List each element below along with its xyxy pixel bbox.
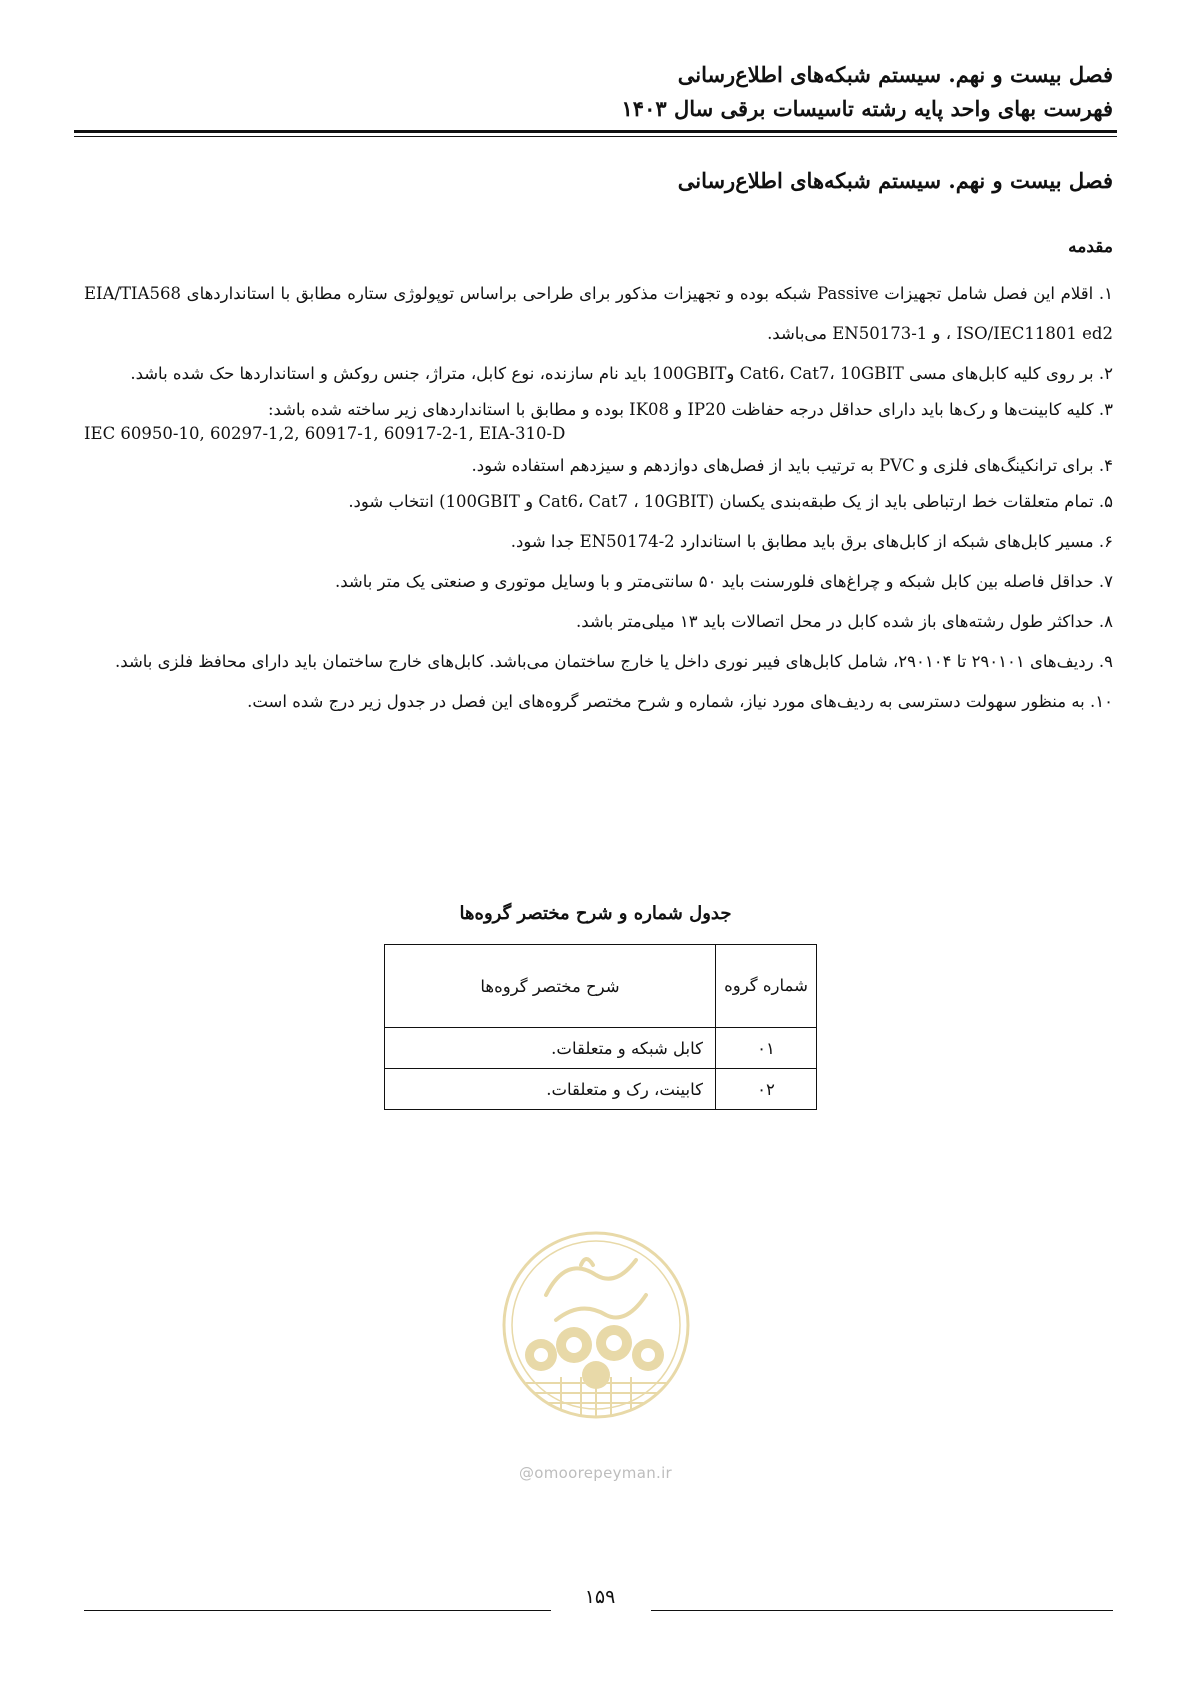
list-item: ۸. حداکثر طول رشته‌های باز شده کابل در محل اتصالات باید ۱۳ میلی‌متر باشد. xyxy=(576,612,1113,631)
list-item: ۹. ردیف‌های ۲۹۰۱۰۱ تا ۲۹۰۱۰۴، شامل کابل‌های فیبر نوری داخل یا خارج ساختمان می‌باشد. کابل‌های خارج ساختمان باید دارای محافظ فلزی باشد. xyxy=(115,652,1113,671)
running-header-book-title: فهرست بهای واحد پایه رشته تاسیسات برقی سال ۱۴۰۳ xyxy=(621,96,1113,121)
table-header-row xyxy=(385,945,817,1028)
group-description-cell: کابینت، رک و متعلقات. xyxy=(385,1069,716,1110)
watermark-handle: @omoorepeyman.ir xyxy=(518,1464,673,1482)
table-row xyxy=(385,1028,817,1069)
header-rule-thick xyxy=(74,130,1117,133)
list-item: ۱۰. به منظور سهولت دسترسی به ردیف‌های مورد نیاز، شماره و شرح مختصر گروه‌های این فصل در جدول زیر درج شده است. xyxy=(247,692,1113,711)
list-item: ۴. برای ترانکینگ‌های فلزی و PVC به ترتیب باید از فصل‌های دوازدهم و سیزدهم استفاده شود. xyxy=(471,456,1113,475)
list-item: ۱. اقلام این فصل شامل تجهیزات Passive شبکه بوده و تجهیزات مذکور برای طراحی براساس توپولوژی ستاره مطابق با استانداردهای EIA/TIA568 ، ISO/IEC11801 ed2 و EN50173-1 می‌باشد. xyxy=(84,284,1113,343)
group-number-cell: ۰۱ xyxy=(716,1028,817,1069)
list-item: ۷. حداقل فاصله بین کابل شبکه و چراغ‌های فلورسنت باید ۵۰ سانتی‌متر و با وسایل موتوری و صنعتی یک متر باشد. xyxy=(335,572,1113,591)
list-item: ۳. کلیه کابینت‌ها و رک‌ها باید دارای حداقل درجه حفاظت IP20 و IK08 بوده و مطابق با استانداردهای زیر ساخته شده باشد: xyxy=(267,400,1113,419)
intro-heading: مقدمه xyxy=(1068,237,1113,257)
running-header-chapter: فصل بیست و نهم. سیستم شبکه‌های اطلاع‌رسانی xyxy=(677,62,1113,87)
footer-rule-left xyxy=(84,1610,551,1611)
table-title: جدول شماره و شرح مختصر گروه‌ها xyxy=(459,903,732,924)
group-number-cell: ۰۲ xyxy=(716,1069,817,1110)
omoore-peyman-seal-icon xyxy=(496,1225,696,1450)
list-item: ۶. مسیر کابل‌های شبکه از کابل‌های برق باید مطابق با استاندارد EN50174-2 جدا شود. xyxy=(510,532,1113,551)
standards-line: IEC 60950-10, 60297-1,2, 60917-1, 60917-2-1, EIA-310-D xyxy=(84,424,566,443)
intro-items-list xyxy=(84,274,1113,722)
page-number: ۱۵۹ xyxy=(584,1586,616,1608)
list-item: ۲. بر روی کلیه کابل‌های مسی Cat6، Cat7، 10GBIT و100GBIT باید نام سازنده، نوع کابل، متراژ، جنس روکش و استانداردها حک شده باشد. xyxy=(130,364,1113,383)
column-header-description: شرح مختصر گروه‌ها xyxy=(385,945,716,1028)
header-rule-thin xyxy=(74,136,1117,137)
column-header-number: شماره گروه xyxy=(716,945,817,1028)
footer-rule-right xyxy=(651,1610,1113,1611)
chapter-title: فصل بیست و نهم. سیستم شبکه‌های اطلاع‌رسانی xyxy=(677,168,1113,193)
group-description-cell: کابل شبکه و متعلقات. xyxy=(385,1028,716,1069)
groups-table xyxy=(384,944,817,1110)
table-row xyxy=(385,1069,817,1110)
list-item: ۵. تمام متعلقات خط ارتباطی باید از یک طبقه‌بندی یکسان (Cat6، Cat7 ، 10GBIT و 100GBIT) انتخاب شود. xyxy=(348,492,1113,511)
